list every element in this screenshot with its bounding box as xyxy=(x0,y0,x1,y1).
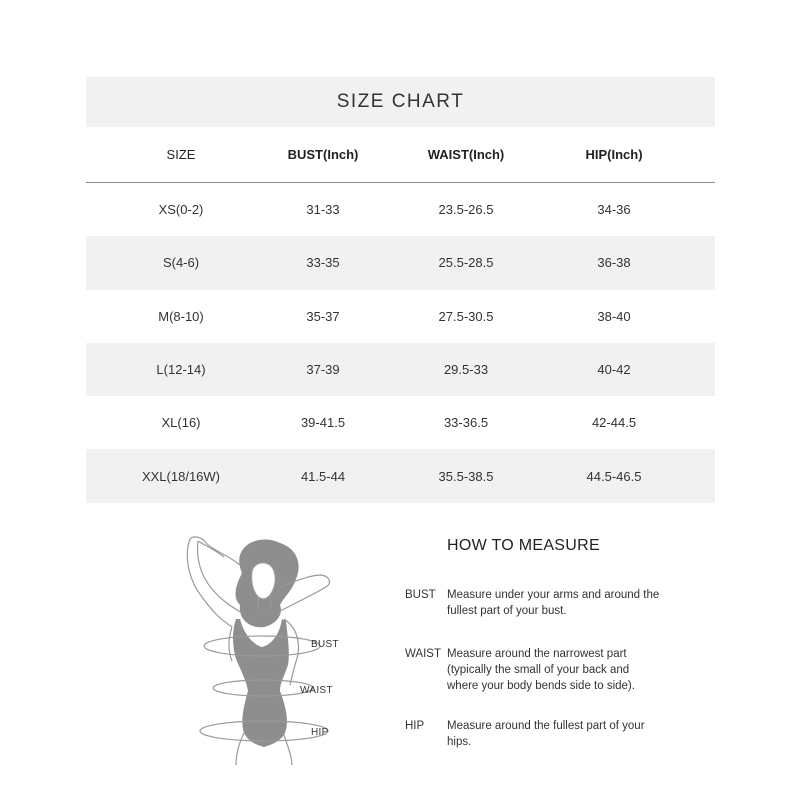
bust-instruction xyxy=(405,587,662,619)
table-row xyxy=(86,183,715,236)
cell-waist: 23.5-26.5 xyxy=(438,202,494,218)
waist-instruction-label: WAIST xyxy=(405,648,441,660)
cell-hip: 34-36 xyxy=(597,202,631,218)
how-to-measure-title: HOW TO MEASURE xyxy=(447,537,600,554)
cell-bust: 39-41.5 xyxy=(300,415,346,431)
table-header-row xyxy=(86,127,715,183)
header-waist: WAIST(Inch) xyxy=(427,147,505,162)
table-row xyxy=(86,290,715,343)
header-bust: BUST(Inch) xyxy=(287,147,359,162)
cell-size: XXL(18/16W) xyxy=(141,468,221,484)
cell-bust: 31-33 xyxy=(306,202,340,218)
table-row xyxy=(86,396,715,449)
table-row xyxy=(86,236,715,289)
cell-size: S(4-6) xyxy=(162,255,200,271)
size-chart-title: SIZE CHART xyxy=(86,77,715,127)
cell-size: XL(16) xyxy=(161,415,201,431)
body-measurement-illustration xyxy=(180,535,350,765)
cell-waist: 25.5-28.5 xyxy=(438,255,494,271)
header-size: SIZE xyxy=(166,147,196,162)
cell-bust: 37-39 xyxy=(306,362,340,378)
waist-instruction-text: Measure around the narrowest part (typically the small of your back and where your body bends side to side). xyxy=(447,648,635,692)
table-row xyxy=(86,343,715,396)
cell-size: L(12-14) xyxy=(156,362,206,378)
cell-waist: 27.5-30.5 xyxy=(438,308,494,324)
cell-bust: 35-37 xyxy=(306,308,340,324)
cell-waist: 33-36.5 xyxy=(443,415,489,431)
bust-instruction-label: BUST xyxy=(405,589,436,601)
size-chart-table xyxy=(86,77,715,503)
cell-bust: 41.5-44 xyxy=(300,468,346,484)
hip-instruction-label: HIP xyxy=(405,720,425,732)
cell-hip: 40-42 xyxy=(597,362,631,378)
waist-instruction xyxy=(405,646,662,694)
table-row xyxy=(86,449,715,502)
waist-label: WAIST xyxy=(300,685,333,696)
hip-instruction xyxy=(405,718,662,750)
hip-instruction-text: Measure around the fullest part of your hips. xyxy=(447,720,645,748)
hip-label: HIP xyxy=(311,727,329,738)
cell-hip: 38-40 xyxy=(597,308,631,324)
bodysuit-shape xyxy=(233,619,289,747)
cell-hip: 44.5-46.5 xyxy=(586,468,642,484)
bust-instruction-text: Measure under your arms and around the fullest part of your bust. xyxy=(447,589,660,617)
cell-bust: 33-35 xyxy=(306,255,340,271)
cell-size: M(8-10) xyxy=(158,308,204,324)
how-to-measure-section xyxy=(405,537,665,748)
header-hip: HIP(Inch) xyxy=(585,147,643,162)
face-shape xyxy=(252,563,276,599)
cell-waist: 35.5-38.5 xyxy=(438,468,494,484)
cell-waist: 29.5-33 xyxy=(443,362,489,378)
cell-hip: 36-38 xyxy=(597,255,631,271)
cell-size: XS(0-2) xyxy=(158,202,204,218)
cell-hip: 42-44.5 xyxy=(591,415,637,431)
left-arm-outline xyxy=(187,539,242,627)
bust-label: BUST xyxy=(311,639,339,650)
